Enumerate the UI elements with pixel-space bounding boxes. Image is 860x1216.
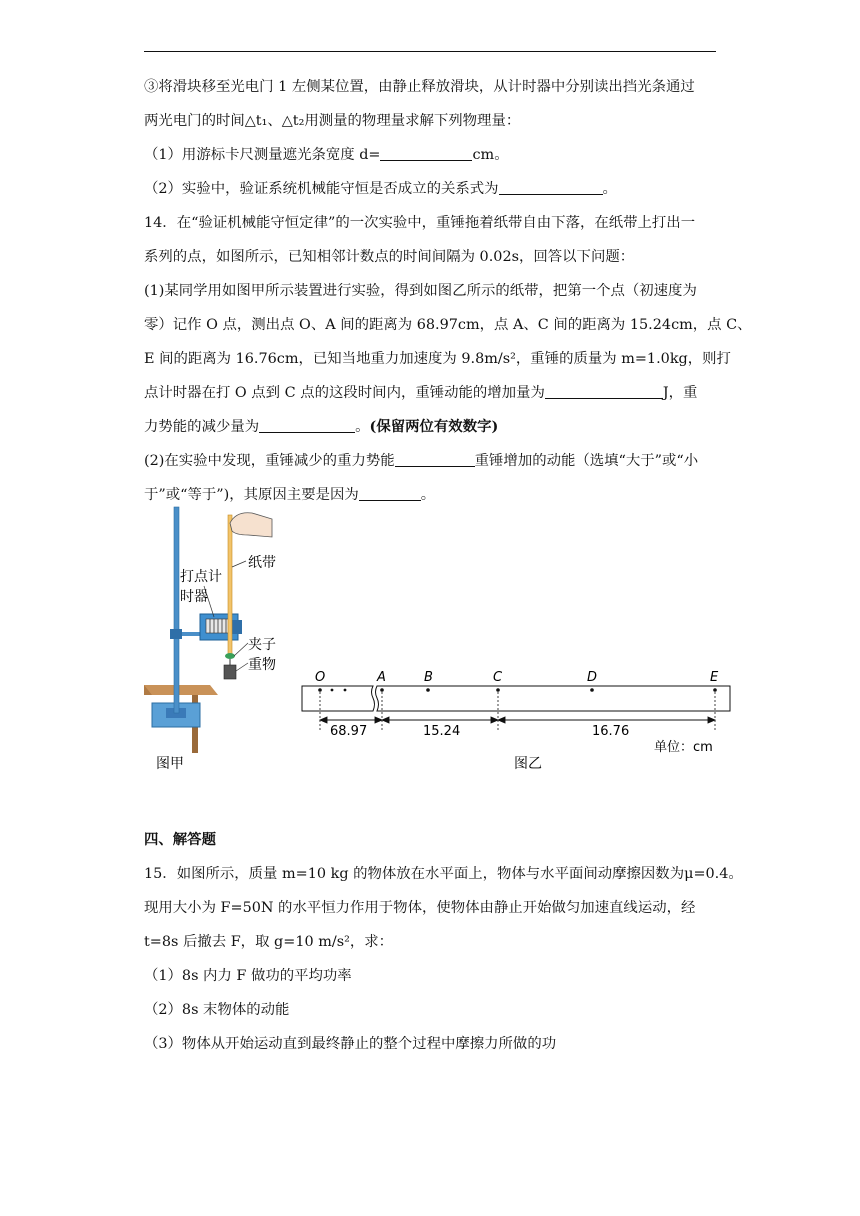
answer-blank[interactable] [395, 452, 475, 467]
tape-label: 纸带 [248, 555, 276, 571]
question-14-line: 零）记作 O 点，测出点 O、A 间的距离为 68.97cm，点 A、C 间的距离为 15.24cm，点 C、 [144, 317, 752, 333]
tape-dot [318, 688, 322, 692]
question-line [144, 143, 724, 164]
point-label-e: E [710, 670, 719, 685]
table-edge [144, 685, 218, 695]
point-label-o: O [315, 670, 326, 685]
dimension-lines [320, 717, 715, 723]
text-span: 点计时器在打 O 点到 C 点的这段时间内，重锤动能的增加量为 [144, 385, 545, 401]
experiment-figures [144, 505, 744, 785]
figure-jia-caption: 图甲 [156, 756, 184, 772]
question-15-line: 15．如图所示，质量 m=10 kg 的物体放在水平面上，物体与水平面间动摩擦因数为μ=0.4。 [144, 866, 743, 882]
weight-label: 重物 [248, 657, 276, 673]
question-14-line [144, 449, 724, 470]
text-span: 于”或“等于”)，其原因主要是因为 [144, 487, 359, 503]
answer-blank[interactable] [545, 384, 663, 399]
question-14-line: 系列的点，如图所示，已知相邻计数点的时间间隔为 0.02s，回答以下问题： [144, 249, 635, 265]
question-14-line: E 间的距离为 16.76cm，已知当地重力加速度为 9.8m/s²，重锤的质量为 m=1.0kg，则打 [144, 351, 731, 367]
point-label-d: D [587, 670, 598, 685]
question-15-line: 现用大小为 F=50N 的水平恒力作用于物体，使物体由静止开始做匀加速直线运动，经 [144, 900, 696, 916]
answer-blank[interactable] [259, 418, 355, 433]
dim-ac: 15.24 [423, 724, 461, 739]
tape-dot [331, 689, 334, 692]
point-label-a: A [377, 670, 386, 685]
clip [225, 653, 235, 659]
point-label-c: C [493, 670, 503, 685]
clamp-arm [182, 632, 202, 636]
weight [224, 665, 236, 679]
question-14-line [144, 415, 724, 436]
question-14-line [144, 483, 724, 504]
question-14-line: (1)某同学用如图甲所示装置进行实验，得到如图乙所示的纸带，把第一个点（初速度为 [144, 283, 697, 299]
timer-head [232, 620, 242, 634]
tape-dot [380, 688, 384, 692]
text-line: 两光电门的时间△t₁、△t₂用测量的物理量求解下列物理量： [144, 113, 521, 129]
text-span: cm。 [472, 147, 509, 163]
answer-blank[interactable] [359, 486, 421, 501]
tape-dot [590, 688, 594, 692]
tape-dot [426, 688, 430, 692]
clip-label: 夹子 [248, 637, 276, 653]
header-rule [144, 51, 716, 52]
point-label-b: B [424, 670, 433, 685]
text-span: 。 [420, 487, 436, 503]
tape-left-segment [302, 686, 375, 711]
text-span: 重锤增加的动能（选填“大于”或“小 [474, 453, 699, 469]
rod-clamp [170, 629, 182, 639]
unit-label: 单位：cm [654, 740, 713, 755]
stand-rod [174, 507, 179, 713]
tape-dot [713, 688, 717, 692]
text-span: J，重 [662, 385, 698, 401]
question-15-line: t=8s 后撤去 F，取 g=10 m/s²，求： [144, 934, 394, 950]
tape-dot [344, 689, 347, 692]
dim-ce: 16.76 [592, 724, 630, 739]
text-span: 。 [602, 181, 617, 197]
timer-label-2: 时器 [180, 589, 208, 605]
question-line [144, 177, 724, 198]
text-span: 。 [355, 419, 370, 435]
paper-tape [228, 515, 232, 655]
text-span: 力势能的减少量为 [144, 419, 260, 435]
text-span: (2)在实验中发现，重锤减少的重力势能 [144, 453, 395, 469]
apparatus-figure [144, 507, 276, 772]
question-14-line: 14．在“验证机械能守恒定律”的一次实验中，重锤拖着纸带自由下落，在纸带上打出一 [144, 215, 696, 231]
figure-yi-caption: 图乙 [514, 756, 542, 772]
timer-label-1: 打点计 [180, 569, 222, 585]
question-14-line [144, 381, 724, 402]
sub-question: （3）物体从开始运动直到最终静止的整个过程中摩擦力所做的功 [144, 1036, 557, 1052]
answer-blank[interactable] [380, 146, 472, 161]
tape-figure [302, 670, 730, 772]
dim-oa: 68.97 [330, 724, 368, 739]
text-span: （1）用游标卡尺测量遮光条宽度 d= [144, 147, 381, 163]
text-line: ③将滑块移至光电门 1 左侧某位置，由静止释放滑块，从计时器中分别读出挡光条通过 [144, 79, 695, 95]
answer-blank[interactable] [499, 180, 603, 195]
sub-question: （1）8s 内力 F 做功的平均功率 [144, 968, 352, 984]
text-span: （2）实验中，验证系统机械能守恒是否成立的关系式为 [144, 181, 499, 197]
bold-note: (保留两位有效数字) [369, 418, 499, 435]
section-title: 四、解答题 [144, 831, 216, 848]
sub-question: （2）8s 末物体的动能 [144, 1002, 290, 1018]
tape-dot [496, 688, 500, 692]
hand [230, 513, 272, 537]
